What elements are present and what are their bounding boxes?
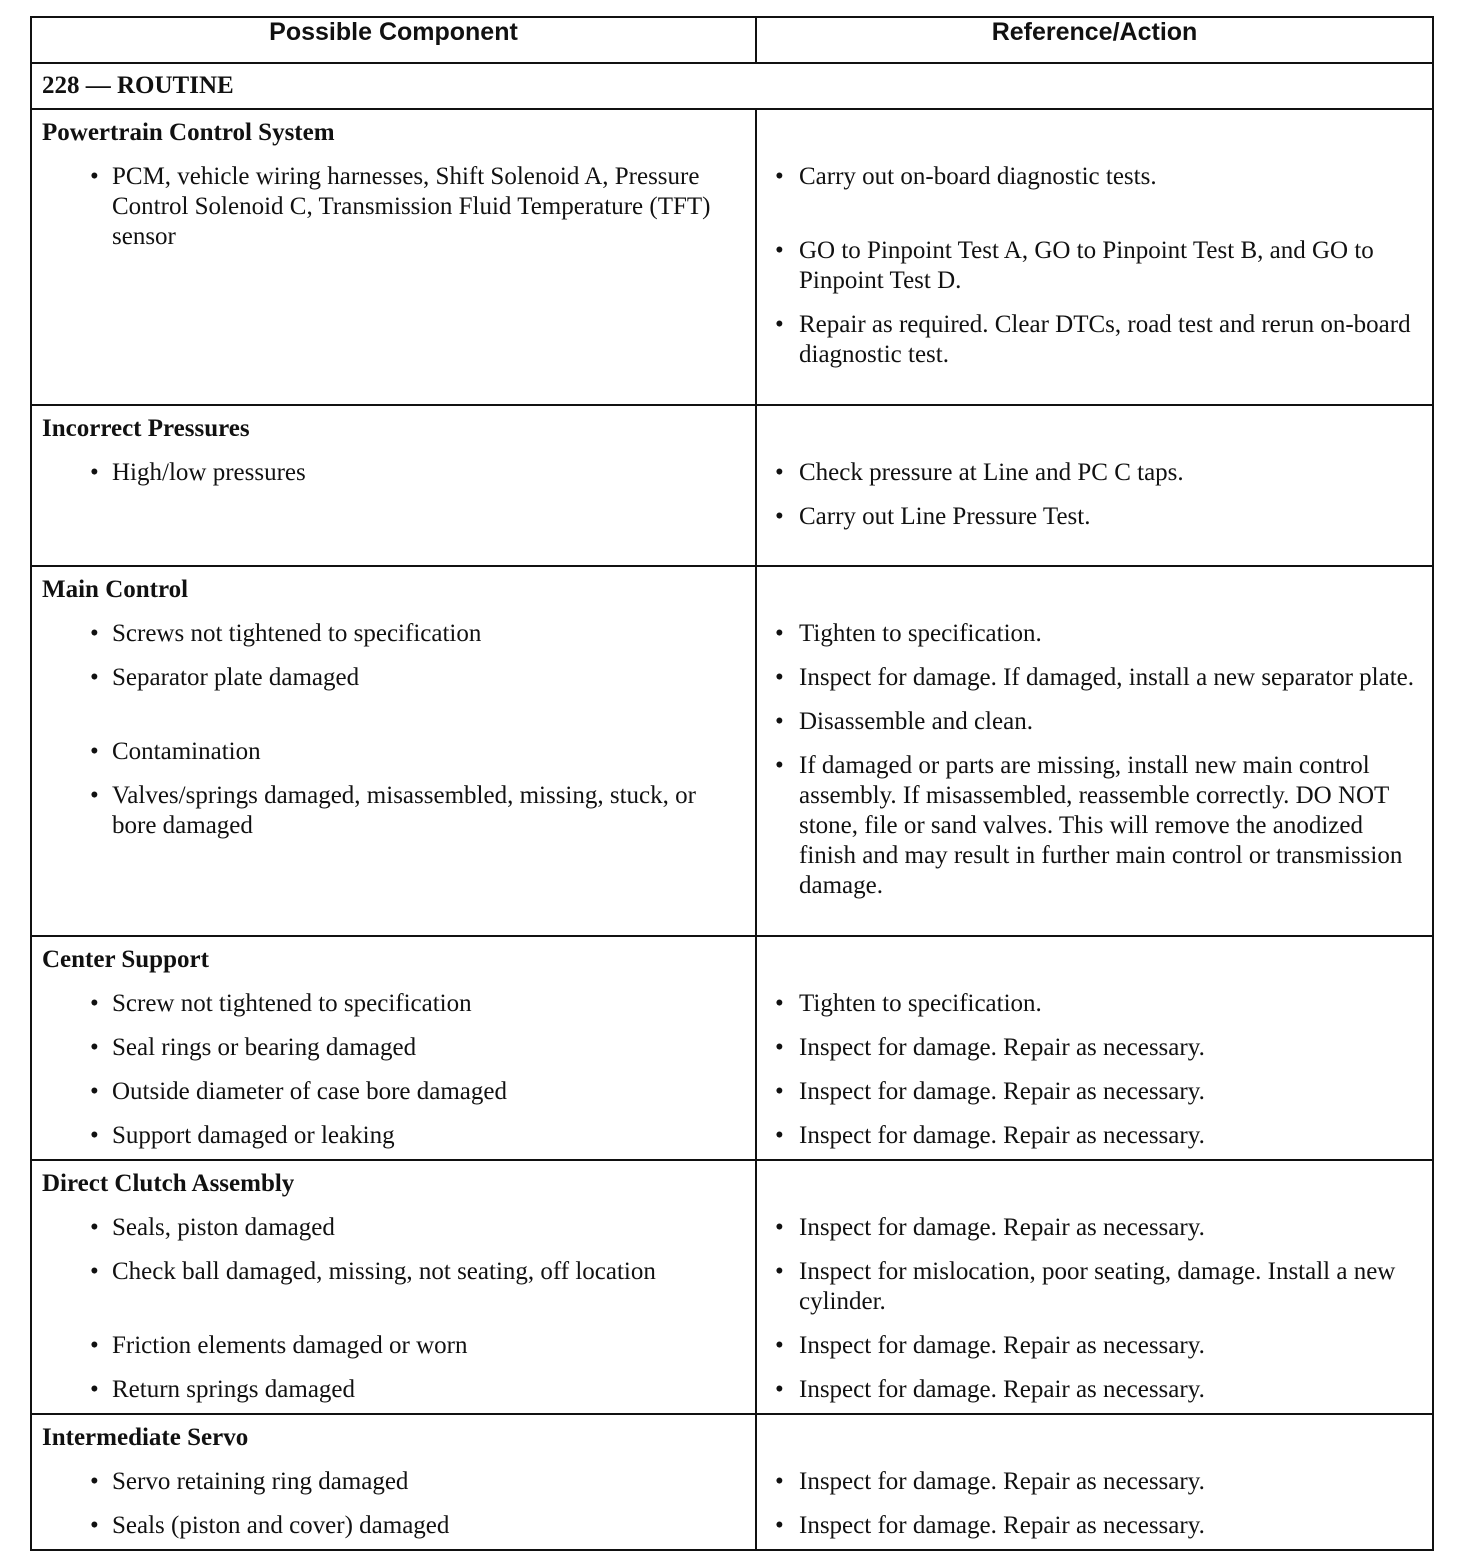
component-list: [42, 619, 745, 841]
group-title: Center Support: [42, 946, 209, 973]
component-cell: [31, 405, 756, 566]
group-title-spacer: [771, 414, 1422, 458]
action-item: • Inspect for damage. Repair as necessary.: [771, 1331, 1422, 1361]
component-item: • Seals, piston damaged: [42, 1213, 745, 1243]
group-title-spacer: [771, 118, 1422, 162]
component-item: • Seals (piston and cover) damaged: [42, 1511, 745, 1541]
group-title-spacer: [771, 1169, 1422, 1213]
component-item: • Separator plate damaged: [42, 663, 745, 693]
group-row-intermediate-servo: [31, 1414, 1433, 1550]
group-row-incorrect-pressures: [31, 405, 1433, 566]
action-list: [771, 619, 1422, 901]
action-item: • If damaged or parts are missing, install new main control assembly. If misassembled, reassemble correctly. DO NOT stone, file or sand valves. This will remove the anodized finish and may result in further main control or transmission damage.: [771, 751, 1422, 901]
action-item: • Inspect for damage. Repair as necessary.: [771, 1121, 1422, 1151]
component-list: [42, 162, 745, 252]
component-item: • Outside diameter of case bore damaged: [42, 1077, 745, 1107]
action-item: • Inspect for damage. Repair as necessary.: [771, 1467, 1422, 1497]
group-row-powertrain-control-system: [31, 109, 1433, 405]
header-row: [31, 17, 1433, 63]
action-item: • GO to Pinpoint Test A, GO to Pinpoint Test B, and GO to Pinpoint Test D.: [771, 236, 1422, 296]
component-list: [42, 458, 745, 488]
group-title-spacer: [771, 1423, 1422, 1467]
action-item: • Check pressure at Line and PC C taps.: [771, 458, 1422, 488]
group-title-spacer: [771, 575, 1422, 619]
action-item: • Carry out Line Pressure Test.: [771, 502, 1422, 532]
action-cell: [756, 405, 1433, 566]
component-cell: [31, 566, 756, 936]
component-list: [42, 1467, 745, 1541]
action-item: • Carry out on-board diagnostic tests.: [771, 162, 1422, 192]
group-row-main-control: [31, 566, 1433, 936]
component-list: [42, 989, 745, 1151]
action-list: [771, 989, 1422, 1151]
group-title: Intermediate Servo: [42, 1424, 249, 1451]
action-item: • Inspect for damage. Repair as necessary.: [771, 1077, 1422, 1107]
component-item: • High/low pressures: [42, 458, 745, 488]
diagnostic-table-page: [30, 16, 1432, 1551]
action-item: • Inspect for damage. If damaged, install a new separator plate.: [771, 663, 1422, 693]
component-cell: [31, 1160, 756, 1414]
component-item: • Return springs damaged: [42, 1375, 745, 1405]
action-item: • Inspect for damage. Repair as necessary.: [771, 1375, 1422, 1405]
component-cell: [31, 936, 756, 1160]
group-title-spacer: [771, 945, 1422, 989]
action-item: • Disassemble and clean.: [771, 707, 1422, 737]
component-item: • Check ball damaged, missing, not seating, off location: [42, 1257, 745, 1287]
action-list: [771, 458, 1422, 532]
component-item: • Friction elements damaged or worn: [42, 1331, 745, 1361]
action-list: [771, 1467, 1422, 1541]
component-cell: [31, 109, 756, 405]
component-item: • Screw not tightened to specification: [42, 989, 745, 1019]
group-row-direct-clutch-assembly: [31, 1160, 1433, 1414]
action-list: [771, 162, 1422, 370]
component-item: • Seal rings or bearing damaged: [42, 1033, 745, 1063]
action-cell: [756, 1160, 1433, 1414]
group-title: Direct Clutch Assembly: [42, 1170, 295, 1197]
group-row-center-support: [31, 936, 1433, 1160]
action-cell: [756, 936, 1433, 1160]
routine-row: [31, 63, 1433, 109]
action-item: • Repair as required. Clear DTCs, road test and rerun on-board diagnostic test.: [771, 310, 1422, 370]
header-possible-component: Possible Component: [31, 17, 756, 63]
action-list: [771, 1213, 1422, 1405]
component-list: [42, 1213, 745, 1405]
group-title: Main Control: [42, 576, 189, 603]
component-item: • Screws not tightened to specification: [42, 619, 745, 649]
header-reference-action: Reference/Action: [756, 17, 1433, 63]
component-cell: [31, 1414, 756, 1550]
diagnostic-table: [30, 16, 1434, 1551]
component-item: • Valves/springs damaged, misassembled, missing, stuck, or bore damaged: [42, 781, 745, 841]
action-item: • Inspect for mislocation, poor seating, damage. Install a new cylinder.: [771, 1257, 1422, 1317]
group-title: Powertrain Control System: [42, 119, 335, 146]
action-cell: [756, 109, 1433, 405]
action-item: • Tighten to specification.: [771, 619, 1422, 649]
group-title: Incorrect Pressures: [42, 415, 250, 442]
action-cell: [756, 566, 1433, 936]
action-item: • Inspect for damage. Repair as necessary.: [771, 1033, 1422, 1063]
action-item: • Inspect for damage. Repair as necessary.: [771, 1213, 1422, 1243]
routine-title: 228 — ROUTINE: [31, 63, 1433, 109]
action-item: • Inspect for damage. Repair as necessary.: [771, 1511, 1422, 1541]
component-item: • Contamination: [42, 737, 745, 767]
component-item: • Servo retaining ring damaged: [42, 1467, 745, 1497]
component-item: • PCM, vehicle wiring harnesses, Shift Solenoid A, Pressure Control Solenoid C, Transmission Fluid Temperature (TFT) sensor: [42, 162, 745, 252]
action-cell: [756, 1414, 1433, 1550]
action-item: • Tighten to specification.: [771, 989, 1422, 1019]
component-item: • Support damaged or leaking: [42, 1121, 745, 1151]
